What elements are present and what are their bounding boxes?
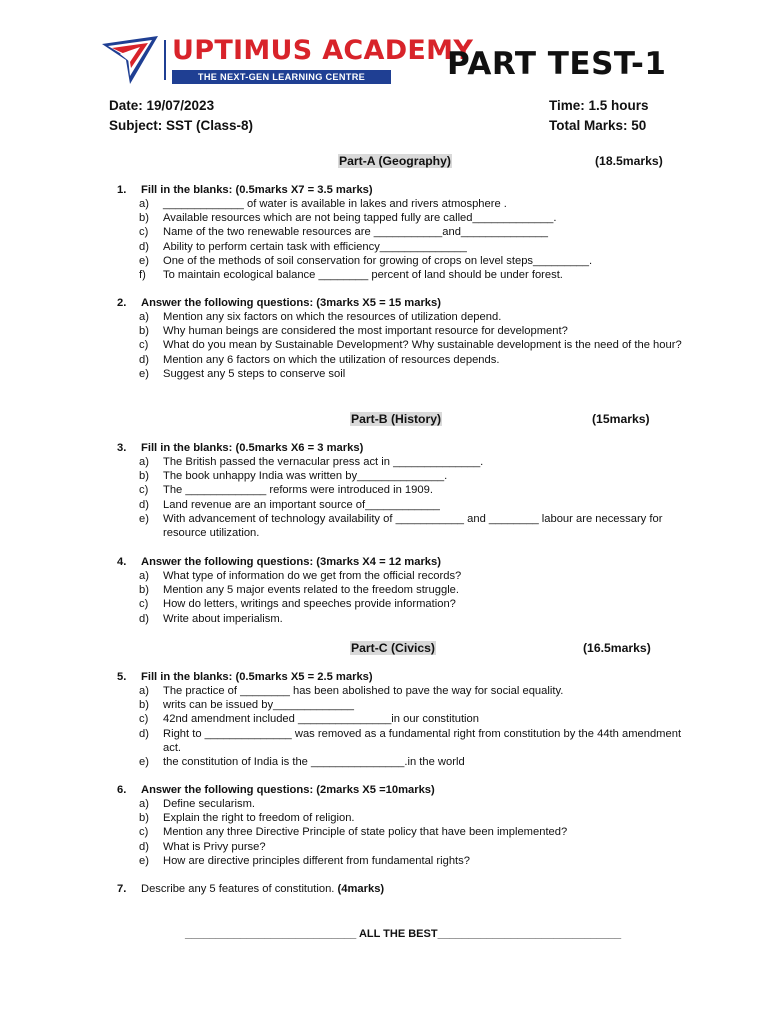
- question-item: [139, 211, 687, 225]
- part-a-marks: (18.5marks): [595, 154, 663, 168]
- question-item: [139, 840, 687, 854]
- item-text: The British passed the vernacular press act in ______________.: [163, 456, 484, 468]
- question-4: [117, 555, 687, 626]
- question-item: [139, 755, 687, 769]
- item-text: Mention any six factors on which the resources of utilization depend.: [163, 311, 502, 323]
- question-item: [139, 597, 687, 611]
- question-number: 3.: [117, 442, 127, 454]
- item-text: _____________ of water is available in lakes and rivers atmosphere .: [163, 198, 507, 210]
- item-letter: b): [139, 212, 149, 225]
- question-item: [139, 825, 687, 839]
- question-item: [139, 612, 687, 626]
- item-letter: e): [139, 756, 149, 769]
- item-text: The book unhappy India was written by______________.: [163, 470, 448, 483]
- item-letter: d): [139, 727, 149, 740]
- item-letter: d): [139, 240, 149, 253]
- question-item: [139, 197, 687, 211]
- question-item: [139, 324, 687, 338]
- question-item: [139, 583, 687, 597]
- exam-total-marks: Total Marks: 50: [549, 118, 647, 133]
- brand-tagline: THE NEXT-GEN LEARNING CENTRE: [172, 70, 391, 84]
- item-text: Mention any three Directive Principle of state policy that have been implemented?: [163, 826, 568, 839]
- question-heading: Answer the following questions: (2marks X5 =10marks): [141, 784, 435, 796]
- question-number: 7.: [117, 883, 127, 895]
- item-letter: e): [139, 854, 149, 867]
- item-letter: a): [139, 685, 149, 697]
- exam-time: Time: 1.5 hours: [549, 98, 649, 113]
- question-number: 1.: [117, 184, 127, 196]
- item-text: How are directive principles different from fundamental rights?: [163, 854, 470, 867]
- item-letter: d): [139, 840, 149, 853]
- question-item: [139, 353, 687, 367]
- question-heading: Fill in the blanks: (0.5marks X7 = 3.5 marks): [141, 184, 373, 196]
- question-item: [139, 854, 687, 868]
- part-a-title: Part-A (Geography): [339, 154, 451, 168]
- item-text: What is Privy purse?: [163, 840, 266, 853]
- item-letter: c): [139, 226, 149, 239]
- item-letter: f): [139, 269, 146, 282]
- question-number: 2.: [117, 297, 127, 309]
- question-item: [139, 483, 687, 497]
- question-heading: Fill in the blanks: (0.5marks X5 = 2.5 marks): [141, 671, 373, 683]
- question-heading: Fill in the blanks: (0.5marks X6 = 3 marks): [141, 442, 364, 454]
- item-letter: d): [139, 612, 149, 625]
- item-text: Mention any 5 major events related to the freedom struggle.: [163, 584, 460, 597]
- footer-all-the-best: ____________________________ ALL THE BEST______________________________: [185, 928, 622, 940]
- item-text: Right to ______________ was removed as a fundamental right from constitution by the 44th amendment act.: [163, 727, 682, 754]
- part-b-heading: [350, 412, 442, 426]
- logo-divider: [164, 40, 166, 80]
- academy-logo-icon: [100, 34, 162, 86]
- item-letter: e): [139, 367, 149, 380]
- item-text: Explain the right to freedom of religion.: [163, 812, 355, 825]
- brand-name: UPTIMUS ACADEMY: [172, 35, 474, 66]
- question-item: [139, 254, 687, 268]
- item-letter: d): [139, 353, 149, 366]
- item-letter: e): [139, 512, 149, 525]
- item-letter: c): [139, 484, 149, 497]
- item-text: Mention any 6 factors on which the utilization of resources depends.: [163, 353, 500, 366]
- item-letter: b): [139, 812, 149, 825]
- part-a-heading: [338, 154, 452, 168]
- item-text: 42nd amendment included _______________in our constitution: [163, 713, 479, 726]
- question-item: [139, 338, 687, 352]
- item-letter: b): [139, 584, 149, 597]
- item-text: the constitution of India is the _______________.in the world: [163, 756, 465, 769]
- item-text: The _____________ reforms were introduced in 1909.: [163, 484, 433, 497]
- question-heading: Answer the following questions: (3marks X5 = 15 marks): [141, 297, 441, 309]
- item-letter: a): [139, 798, 149, 810]
- item-text: The practice of ________ has been abolished to pave the way for social equality.: [163, 685, 564, 697]
- question-item: [139, 225, 687, 239]
- question-7: [117, 882, 687, 896]
- question-item: [139, 727, 687, 755]
- item-letter: a): [139, 198, 149, 210]
- item-text: Define secularism.: [163, 798, 256, 810]
- question-3: [117, 441, 687, 540]
- question-heading: Answer the following questions: (3marks X4 = 12 marks): [141, 556, 441, 568]
- item-text: What do you mean by Sustainable Development? Why sustainable development is the need of the hour?: [163, 339, 682, 352]
- exam-subject: Subject: SST (Class-8): [109, 118, 254, 133]
- part-b-title: Part-B (History): [351, 412, 442, 426]
- question-item: [139, 698, 687, 712]
- question-item: [139, 310, 687, 324]
- item-letter: c): [139, 826, 149, 839]
- item-text: Name of the two renewable resources are ___________and______________: [163, 226, 549, 239]
- question-item: [139, 469, 687, 483]
- item-text: Why human beings are considered the most important resource for development?: [163, 325, 568, 338]
- item-letter: a): [139, 311, 149, 323]
- item-letter: a): [139, 570, 149, 582]
- question-heading: Describe any 5 features of constitution.: [141, 883, 335, 895]
- item-letter: b): [139, 325, 149, 338]
- item-letter: b): [139, 470, 149, 483]
- question-item: [139, 712, 687, 726]
- item-text: Ability to perform certain task with efficiency______________: [163, 240, 467, 253]
- question-number: 5.: [117, 671, 127, 683]
- question-number: 4.: [117, 556, 127, 568]
- item-letter: e): [139, 254, 149, 267]
- question-item: [139, 268, 687, 282]
- question-6: [117, 783, 687, 868]
- part-c-title: Part-C (Civics): [351, 641, 435, 655]
- item-letter: c): [139, 339, 149, 352]
- item-text: Available resources which are not being tapped fully are called_____________.: [163, 212, 557, 225]
- item-letter: a): [139, 456, 149, 468]
- item-text: To maintain ecological balance ________ percent of land should be under forest.: [163, 269, 563, 282]
- item-text: How do letters, writings and speeches provide information?: [163, 598, 456, 611]
- item-text: With advancement of technology availability of ___________ and ________ labour are necessary for resource utilization.: [163, 512, 663, 540]
- question-item: [139, 455, 687, 469]
- item-text: Suggest any 5 steps to conserve soil: [163, 367, 346, 380]
- exam-date: Date: 19/07/2023: [109, 98, 215, 113]
- question-item: [139, 797, 687, 811]
- part-c-heading: [350, 641, 436, 655]
- question-item: [139, 498, 687, 512]
- question-1: [117, 183, 687, 282]
- item-text: Land revenue are an important source of____________: [163, 498, 440, 511]
- question-2: [117, 296, 687, 381]
- question-item: [139, 684, 687, 698]
- question-item: [139, 569, 687, 583]
- test-title: PART TEST-1: [447, 46, 667, 82]
- item-letter: c): [139, 713, 149, 726]
- item-text: One of the methods of soil conservation for growing of crops on level steps_________.: [163, 254, 593, 267]
- item-letter: c): [139, 598, 149, 611]
- question-item: [139, 367, 687, 381]
- question-item: [139, 512, 687, 540]
- item-letter: b): [139, 699, 149, 712]
- item-text: What type of information do we get from the official records?: [163, 570, 462, 582]
- question-item: [139, 240, 687, 254]
- question-number: 6.: [117, 784, 127, 796]
- question-5: [117, 670, 687, 769]
- item-text: Write about imperialism.: [163, 612, 283, 625]
- question-item: [139, 811, 687, 825]
- part-c-marks: (16.5marks): [583, 641, 651, 655]
- question-marks: (4marks): [337, 883, 385, 895]
- part-b-marks: (15marks): [592, 412, 650, 426]
- item-text: writs can be issued by_____________: [163, 699, 354, 712]
- item-letter: d): [139, 498, 149, 511]
